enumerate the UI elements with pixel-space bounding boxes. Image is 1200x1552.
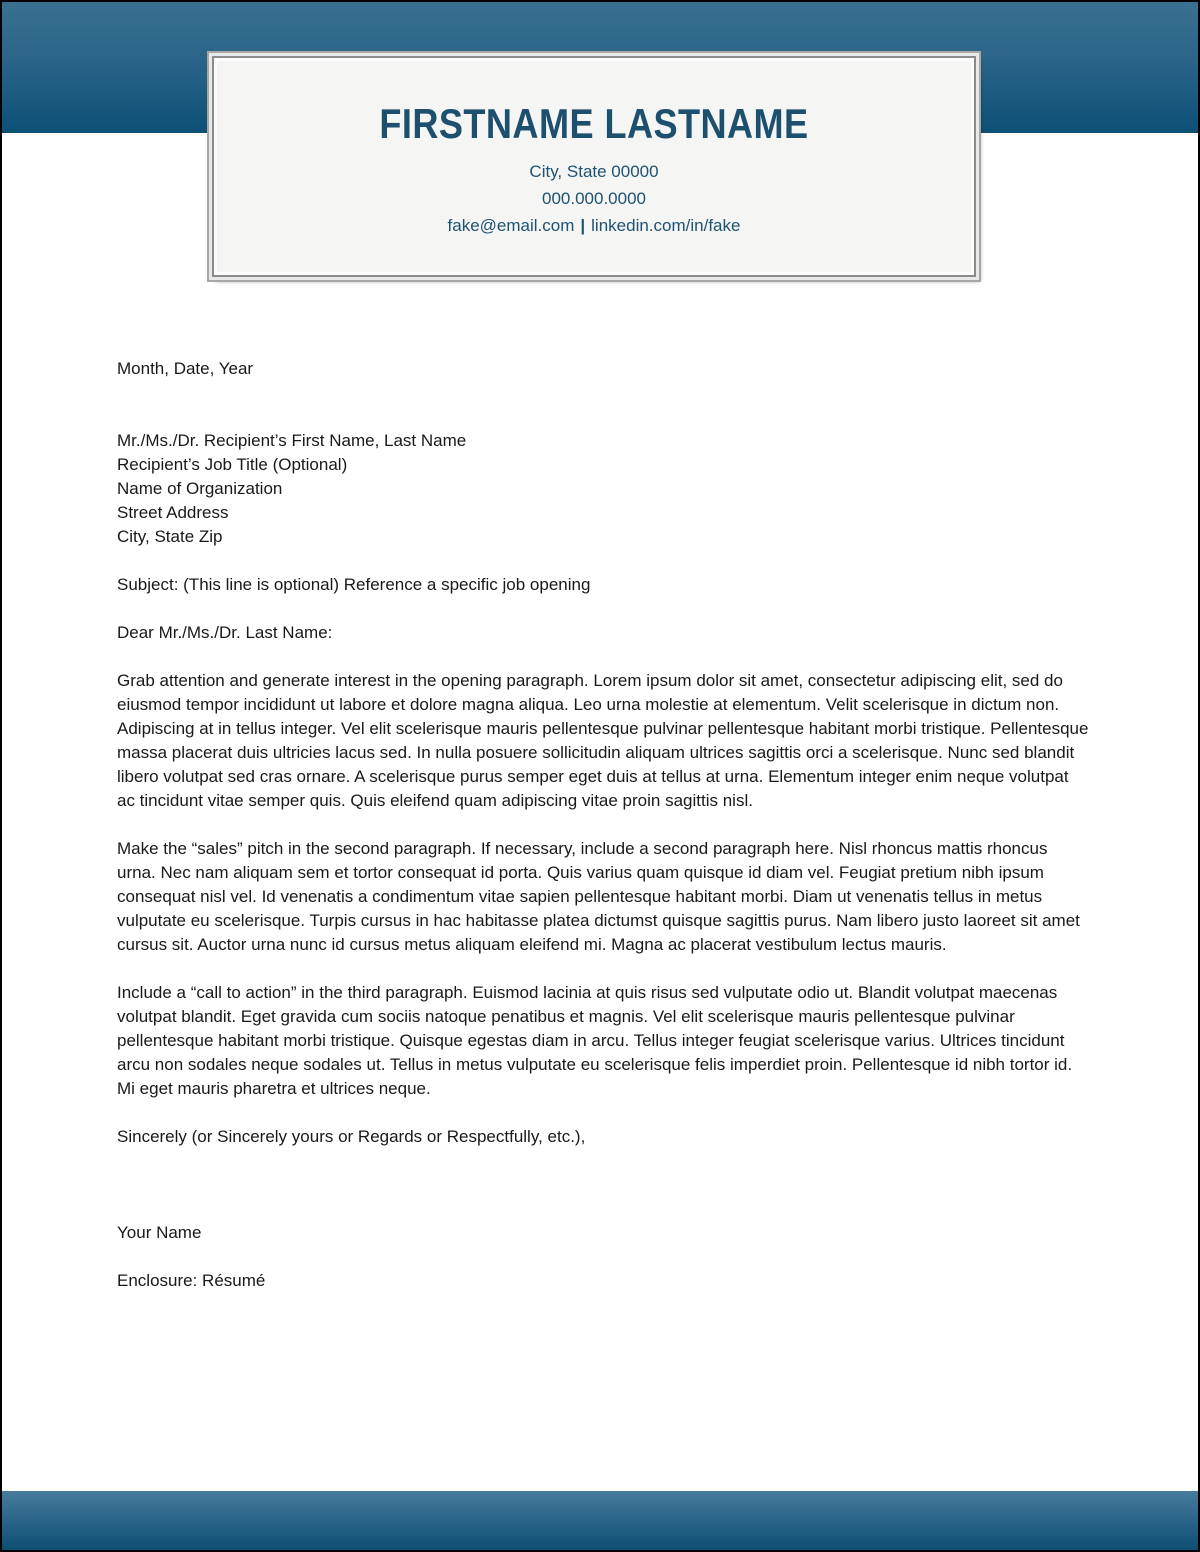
name-card: [212, 56, 976, 277]
recipient-organization-line: Name of Organization: [117, 479, 283, 498]
subject-line: Subject: (This line is optional) Reference a specific job opening: [117, 575, 591, 594]
date-line: Month, Date, Year: [117, 359, 254, 378]
recipient-city-line: City, State Zip: [117, 527, 223, 546]
enclosure-line: Enclosure: Résumé: [117, 1271, 266, 1290]
recipient-street-line: Street Address: [117, 503, 229, 522]
links-line: [214, 212, 974, 239]
candidate-name: FIRSTNAME LASTNAME: [379, 100, 809, 147]
body-paragraph-call-to-action: Include a “call to action” in the third paragraph. Euismod lacinia at quis risus sed vulputate odio ut. Blandit volutpat maecenas volutpat blandit. Eget gravida cum sociis natoque penatibus et magnis. Vel elit scelerisque mauris pellentesque pulvinar pellentesque habitant morbi tristique. Quisque egestas diam in arcu. Tellus integer feugiat scelerisque varius. Ultrices tincidunt arcu non sodales neque sodales ut. Tellus in metus vulputate eu scelerisque felis imperdiet proin. Pellentesque id nibh tortor id. Mi eget mauris pharetra et ultrices neque.: [117, 983, 1073, 1098]
phone-text: 000.000.0000: [542, 189, 646, 208]
salutation-line: Dear Mr./Ms./Dr. Last Name:: [117, 623, 333, 642]
location-text: City, State 00000: [529, 162, 659, 181]
body-paragraph-sales-pitch: Make the “sales” pitch in the second paragraph. If necessary, include a second paragraph here. Nisl rhoncus mattis rhoncus urna. Nec nam aliquam sem et tortor consequat id porta. Quis varius quam quisque id diam vel. Feugiat pretium nibh ipsum consequat nisl vel. Id venenatis a condimentum vitae sapien pellentesque habitant morbi. Diam ut venenatis tellus in metus vulputate eu scelerisque. Turpis cursus in hac habitasse platea dictumst quisque sagittis purus. Nam libero justo laoreet sit amet cursus sit. Auctor urna nunc id cursus metus aliquam eleifend mi. Magna ac placerat vestibulum lectus mauris.: [117, 839, 1080, 954]
separator-pipe: |: [580, 216, 586, 235]
recipient-name-line: Mr./Ms./Dr. Recipient’s First Name, Last Name: [117, 431, 467, 450]
letter-body: [117, 357, 1089, 1317]
email-link[interactable]: fake@email.com: [447, 216, 575, 235]
signature-name: Your Name: [117, 1223, 202, 1242]
body-paragraph-opening: Grab attention and generate interest in the opening paragraph. Lorem ipsum dolor sit amet, consectetur adipiscing elit, sed do eiusmod tempor incididunt ut labore et dolore magna aliqua. Leo urna molestie at elementum. Velit scelerisque in dictum non. Adipiscing at in tellus integer. Vel elit scelerisque mauris pellentesque pulvinar pellentesque habitant morbi tristique. Pellentesque massa placerat duis ultricies lacus sed. In nulla posuere sollicitudin aliquam ultrices sagittis orci a scelerisque. Nunc sed blandit libero volutpat sed cras ornare. A scelerisque purus semper eget duis at tellus at urna. Elementum integer enim neque volutpat ac tincidunt vitae semper quis. Quis eleifend quam adipiscing vitae proin sagittis nisl.: [117, 671, 1089, 810]
footer-band: [2, 1491, 1198, 1550]
recipient-block: [117, 429, 1089, 549]
closing-line: Sincerely (or Sincerely yours or Regards or Respectfully, etc.),: [117, 1127, 586, 1146]
recipient-title-line: Recipient’s Job Title (Optional): [117, 455, 348, 474]
linkedin-link[interactable]: linkedin.com/in/fake: [591, 216, 741, 235]
contact-block: [214, 158, 974, 239]
